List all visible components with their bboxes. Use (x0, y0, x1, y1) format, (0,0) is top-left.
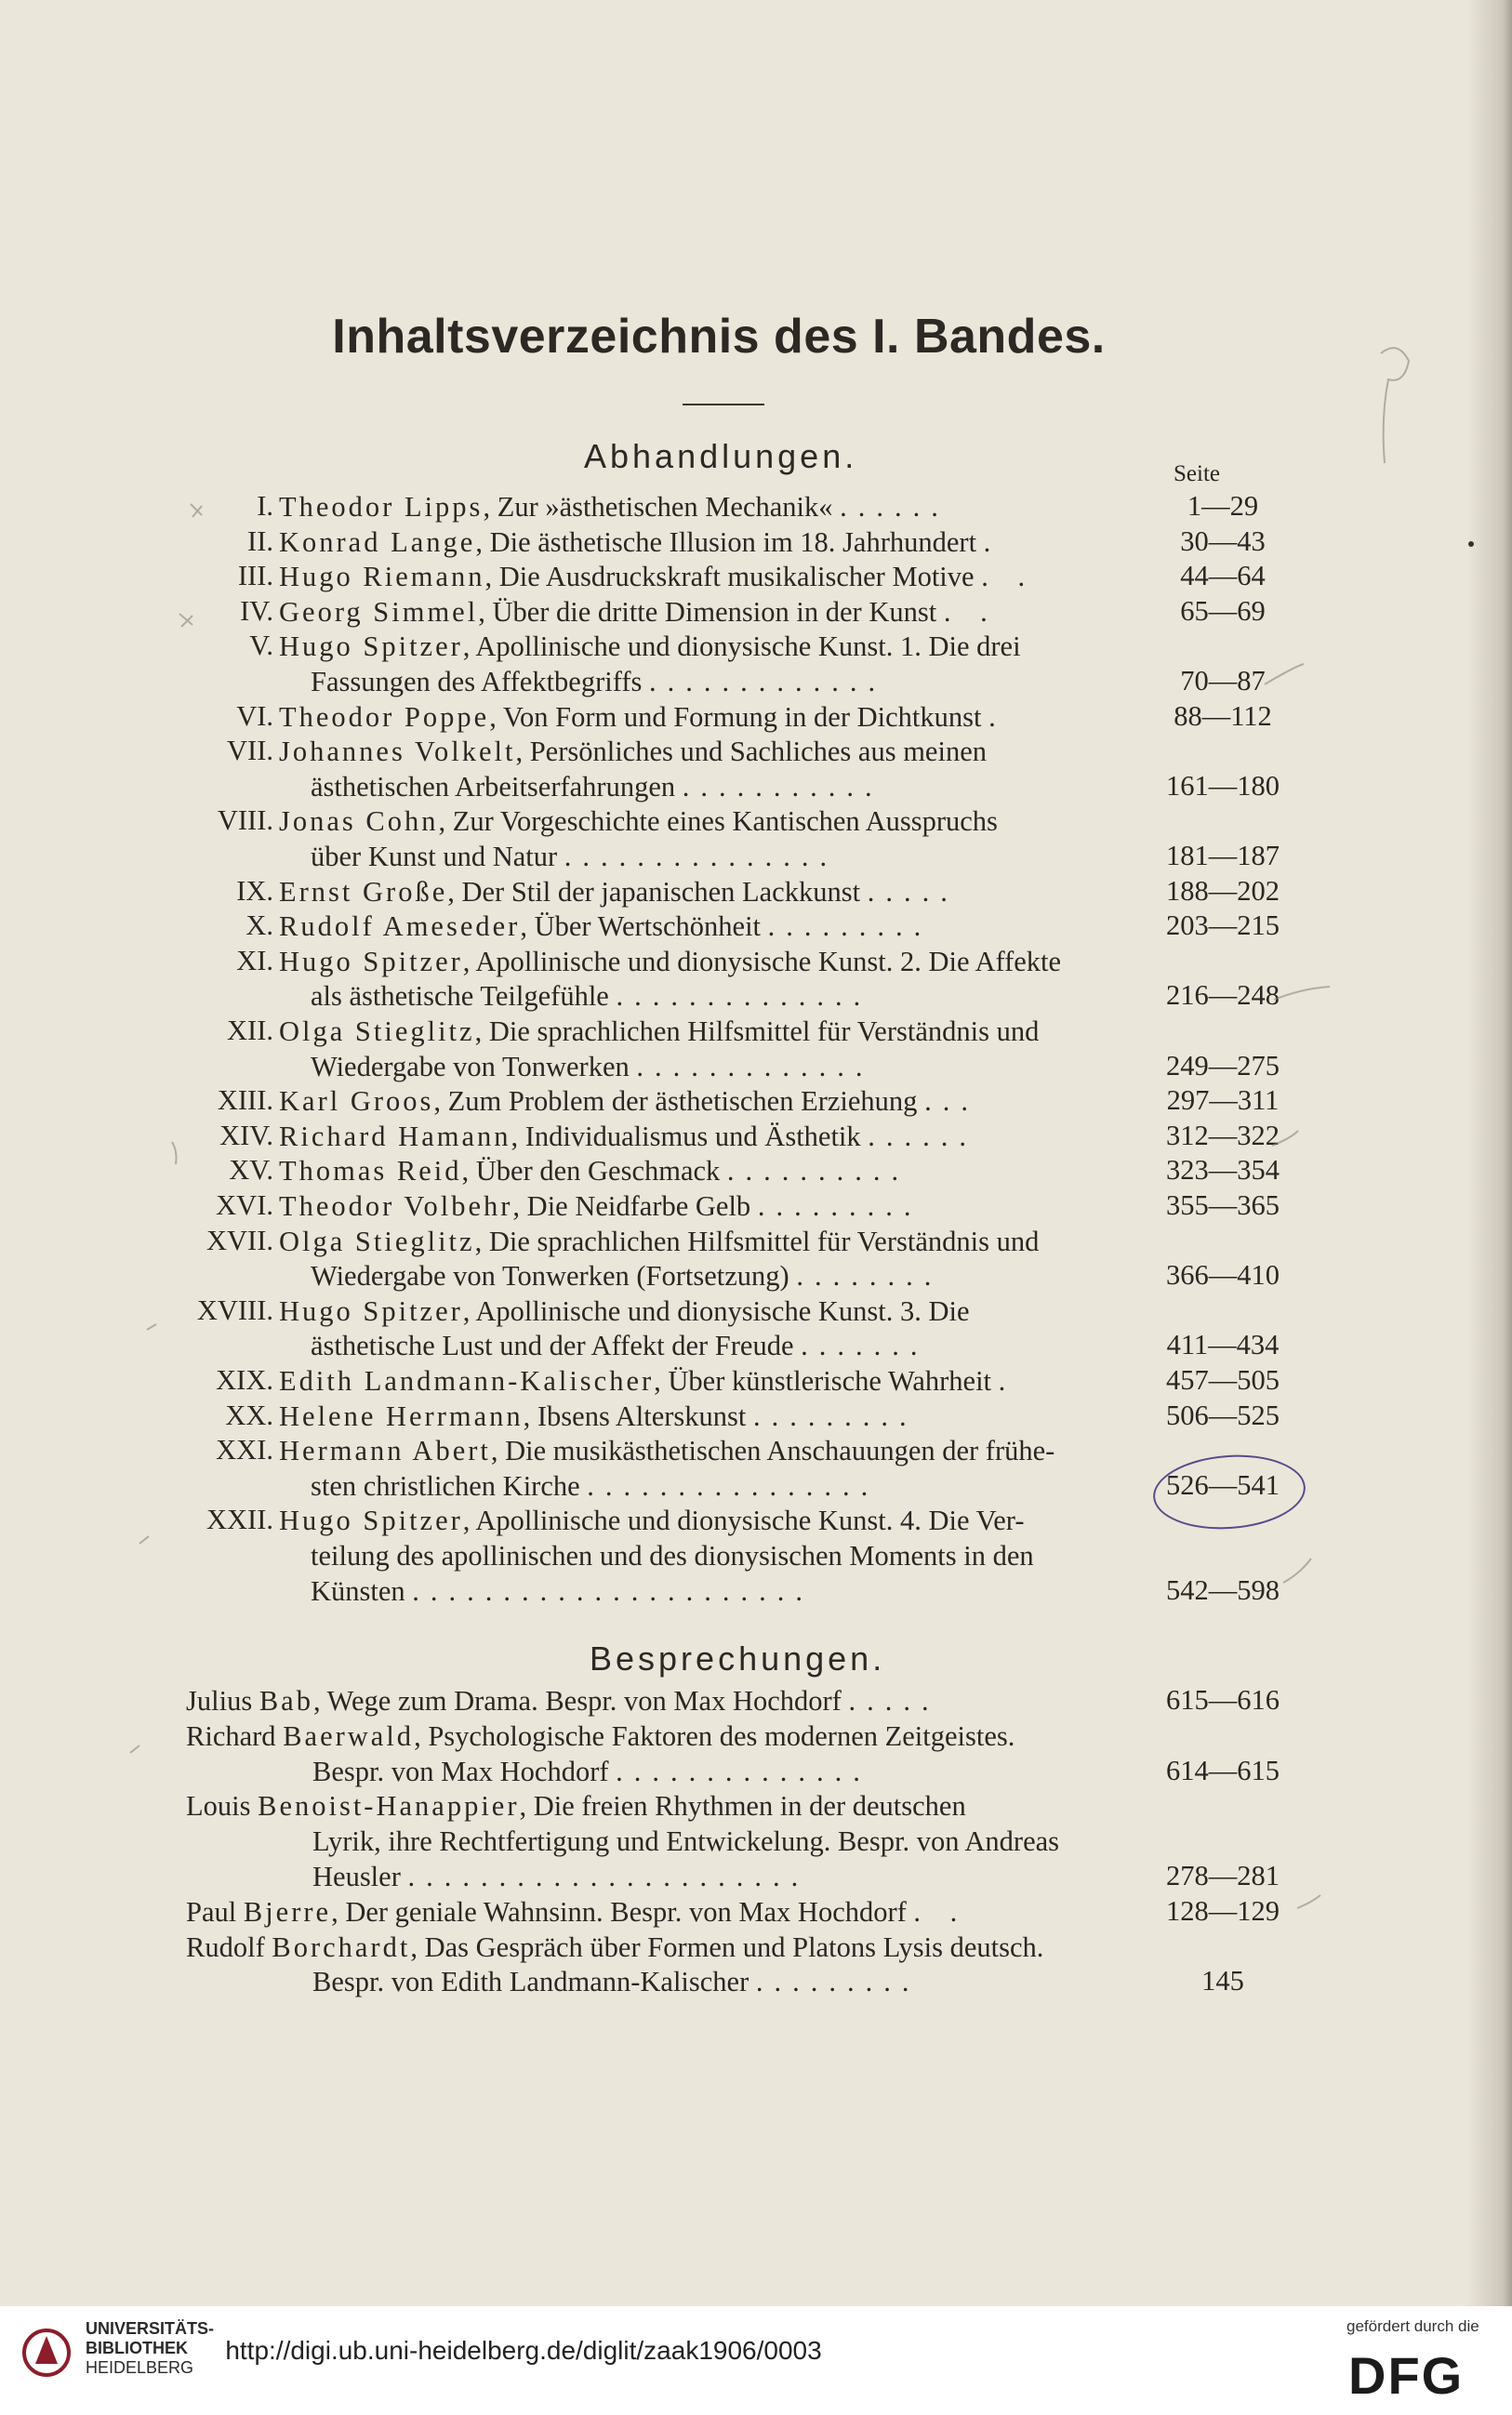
page-range: 542—598 (1166, 1573, 1280, 1606)
page-range: 312—322 (1166, 1119, 1280, 1151)
entry-number: XVII. (206, 1224, 273, 1256)
page-range: 355—365 (1166, 1189, 1280, 1221)
entry-number: XVI. (216, 1189, 273, 1221)
page-title: Inhaltsverzeichnis des I. Bandes. (332, 310, 1106, 364)
toc-entry-line: Hugo Spitzer, Apollinische und dionysische Kunst. 3. Die (279, 1294, 970, 1327)
toc-entry-line: Theodor Lipps, Zur »ästhetischen Mechanik« ...... (279, 491, 949, 523)
toc-entry-line: Helene Herrmann, Ibsens Alterskunst ......... (279, 1400, 918, 1432)
page-range: 88—112 (1174, 699, 1272, 732)
toc-entry-line: Louis Benoist-Hanappier, Die freien Rhythmen in der deutschen (186, 1790, 966, 1823)
page-range: 161—180 (1166, 769, 1280, 802)
toc-entry-line: Künsten ...................... (311, 1574, 815, 1607)
page-range: 1—29 (1187, 490, 1259, 522)
pencil-circle-annotation (1150, 1450, 1307, 1533)
page-range: 506—525 (1166, 1399, 1280, 1431)
entry-number: I. (257, 490, 273, 522)
toc-entry-line: Rudolf Borchardt, Das Gespräch über Formen und Platons Lysis deutsch. (186, 1931, 1044, 1963)
entry-number: IV. (240, 594, 273, 627)
toc-entry-line: Wiedergabe von Tonwerken (Fortsetzung) ........ (311, 1260, 943, 1293)
page-range: 614—615 (1166, 1754, 1280, 1786)
page-range: 323—354 (1166, 1154, 1280, 1187)
entry-number: XXII. (206, 1504, 273, 1536)
entry-number: VIII. (217, 804, 273, 837)
toc-entry-line: als ästhetische Teilgefühle .............. (311, 980, 872, 1013)
toc-entry-line: teilung des apollinischen und des dionysischen Moments in den (311, 1540, 1034, 1572)
toc-entry-line: Fassungen des Affektbegriffs ............. (311, 666, 887, 697)
toc-entry-line: Hugo Spitzer, Apollinische und dionysische Kunst. 4. Die Ver- (279, 1505, 1025, 1537)
page-range: 128—129 (1166, 1894, 1280, 1927)
toc-entry-line: ästhetischen Arbeitserfahrungen ........... (311, 770, 883, 803)
page-range: 145 (1201, 1965, 1244, 1997)
entry-number: VI. (236, 699, 273, 732)
library-line-1: UNIVERSITÄTS- (86, 2319, 215, 2338)
toc-entry-line: Richard Baerwald, Psychologische Faktoren des modernen Zeitgeistes. (186, 1719, 1015, 1752)
entry-number: II. (247, 524, 273, 557)
entry-number: XIX. (216, 1364, 273, 1396)
toc-entry-line: Georg Simmel, Über die dritte Dimension in der Kunst . . (279, 595, 999, 628)
entry-number: III. (237, 560, 273, 592)
entry-number: XI. (236, 944, 273, 976)
section-heading-besprechungen: Besprechungen. (590, 1639, 886, 1678)
page-range: 65—69 (1180, 594, 1266, 627)
source-url-link[interactable]: http://digi.ub.uni-heidelberg.de/diglit/zaak1906/0003 (225, 2336, 822, 2365)
toc-entry-line: Jonas Cohn, Zur Vorgeschichte eines Kantischen Ausspruchs (279, 805, 998, 838)
toc-entry-line: Olga Stieglitz, Die sprachlichen Hilfsmittel für Verständnis und (279, 1225, 1040, 1257)
entry-number: XII. (227, 1015, 273, 1046)
section-heading-abhandlungen: Abhandlungen. (584, 437, 858, 475)
entry-number: X. (245, 909, 273, 942)
page-range: 44—64 (1180, 560, 1266, 592)
toc-entry-line: Hugo Riemann, Die Ausdruckskraft musikalischer Motive . . (279, 561, 1037, 593)
page-range: 411—434 (1166, 1329, 1280, 1361)
page-range: 70—87 (1180, 665, 1266, 697)
toc-entry-line: Bespr. von Max Hochdorf .............. (312, 1755, 871, 1787)
entry-number: XIII. (217, 1084, 273, 1117)
toc-entry-line: Hugo Spitzer, Apollinische und dionysische Kunst. 2. Die Affekte (279, 945, 1062, 977)
page-range: 615—616 (1166, 1684, 1280, 1716)
entry-number: IX. (236, 874, 273, 907)
entry-number: XIV. (219, 1119, 273, 1151)
dfg-logo: DFG (1348, 2346, 1465, 2405)
page-range: 181—187 (1166, 840, 1280, 871)
toc-entry-line: Hugo Spitzer, Apollinische und dionysische Kunst. 1. Die drei (279, 630, 1021, 663)
toc-entry-line: Wiedergabe von Tonwerken ............. (311, 1050, 874, 1082)
entry-number: VII. (227, 735, 273, 767)
page-range: 457—505 (1166, 1364, 1280, 1396)
toc-entry-line: sten christlichen Kirche ................ (311, 1469, 880, 1502)
page-range: 203—215 (1166, 909, 1280, 942)
toc-entry-line: Heusler ...................... (312, 1861, 810, 1892)
entry-number: XX. (225, 1399, 273, 1431)
toc-entry-line: Ernst Große, Der Stil der japanischen Lackkunst ..... (279, 875, 959, 908)
toc-entry-line: Olga Stieglitz, Die sprachlichen Hilfsmittel für Verständnis und (279, 1015, 1040, 1047)
funded-by-label: gefördert durch die (1346, 2317, 1479, 2335)
entry-number: XV. (229, 1154, 273, 1187)
toc-entry-line: Johannes Volkelt, Persönliches und Sachliches aus meinen (279, 736, 987, 768)
library-line-3: HEIDELBERG (86, 2358, 194, 2377)
toc-entry-line: ästhetische Lust und der Affekt der Freude ....... (311, 1330, 929, 1362)
toc-entry-line: Thomas Reid, Über den Geschmack .......... (279, 1155, 910, 1188)
page-range: 297—311 (1166, 1084, 1280, 1117)
toc-entry-line: Theodor Poppe, Von Form und Formung in der Dichtkunst . (279, 700, 996, 733)
seite-column-label: Seite (1174, 461, 1220, 486)
page-range: 249—275 (1166, 1049, 1280, 1081)
page-range: 216—248 (1166, 979, 1280, 1012)
page-range: 526—541 (1166, 1468, 1280, 1501)
toc-entry-line: Hermann Abert, Die musikästhetischen Anschauungen der frühe- (279, 1435, 1055, 1467)
library-line-2: BIBLIOTHEK (86, 2339, 188, 2357)
toc-entry-line: Richard Hamann, Individualismus und Ästhetik ...... (279, 1120, 978, 1152)
page-range: 30—43 (1180, 524, 1266, 557)
toc-entry-line: über Kunst und Natur ............... (311, 841, 839, 872)
toc-entry-line: Rudolf Ameseder, Über Wertschönheit ......... (279, 910, 933, 943)
toc-entry-line: Konrad Lange, Die ästhetische Illusion im 18. Jahrhundert . (279, 525, 1002, 558)
entry-number: XXI. (216, 1434, 273, 1466)
entry-number: V. (249, 630, 273, 662)
toc-entry-line: Edith Landmann-Kalischer, Über künstlerische Wahrheit . (279, 1365, 1017, 1397)
page-range: 188—202 (1166, 874, 1280, 907)
toc-entry-line: Theodor Volbehr, Die Neidfarbe Gelb ......... (279, 1190, 922, 1222)
entry-number: XVIII. (196, 1294, 273, 1326)
toc-entry-line: Paul Bjerre, Der geniale Wahnsinn. Bespr. von Max Hochdorf . . (186, 1895, 969, 1928)
toc-entry-line: Bespr. von Edith Landmann-Kalischer ......... (312, 1966, 921, 1998)
page-range: 366—410 (1166, 1259, 1280, 1292)
title-divider (683, 404, 764, 405)
toc-entry-line: Julius Bab, Wege zum Drama. Bespr. von Max Hochdorf ..... (186, 1685, 940, 1717)
toc-entry-line: Karl Groos, Zum Problem der ästhetischen Erziehung ... (279, 1085, 979, 1118)
page-range: 278—281 (1166, 1860, 1280, 1891)
toc-entry-line: Lyrik, ihre Rechtfertigung und Entwickelung. Bespr. von Andreas (312, 1825, 1060, 1858)
